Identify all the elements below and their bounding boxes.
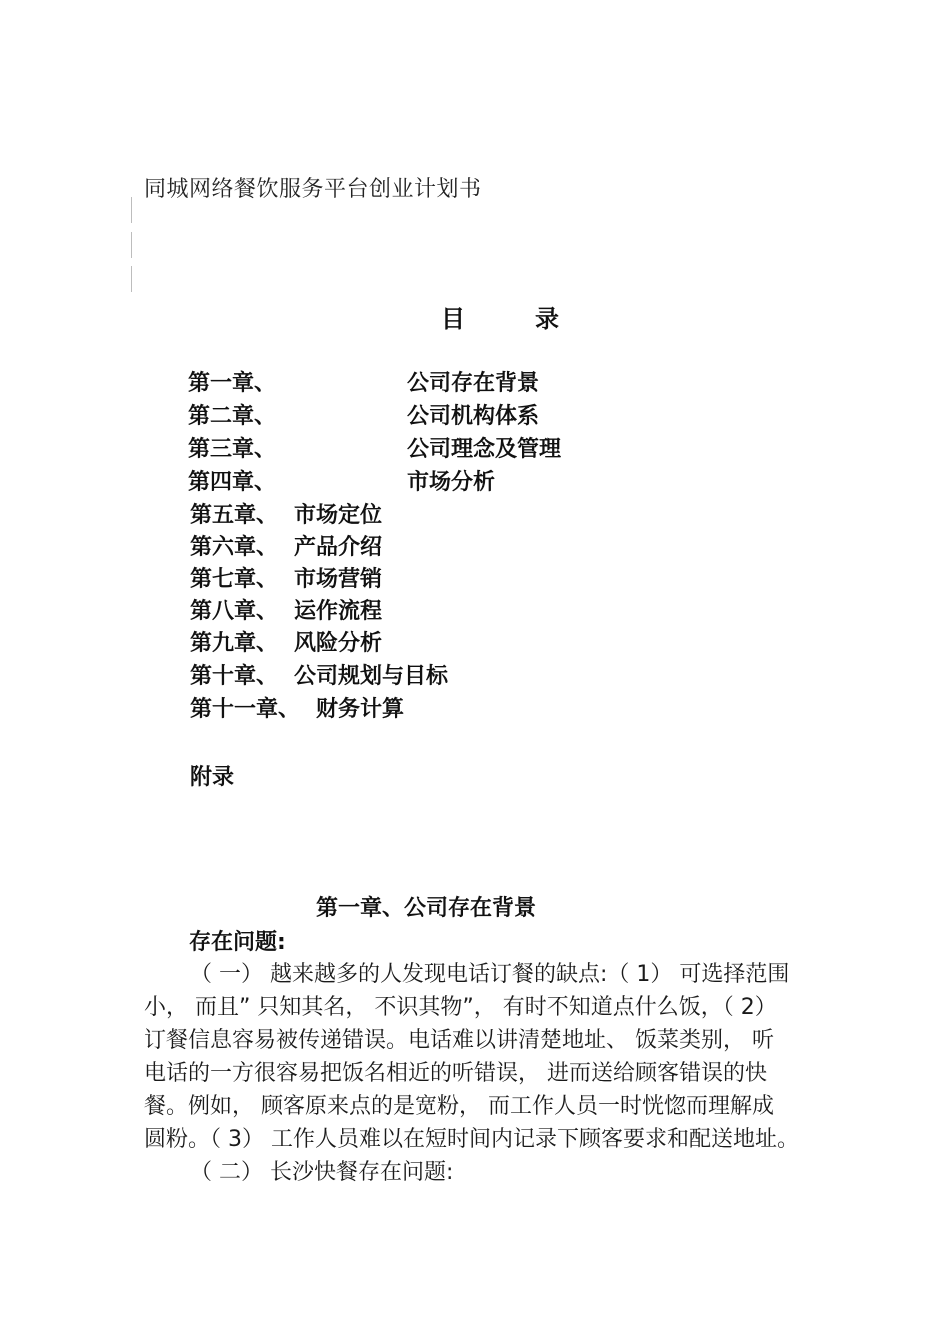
toc-chapter-number: 第八章、 <box>190 599 279 624</box>
margin-mark <box>131 266 132 292</box>
toc-entry[interactable] <box>190 498 383 529</box>
paragraph-line: 小， 而且” 只知其名， 不识其物”， 有时不知道点什么饭，（ 2） <box>144 995 777 1020</box>
toc-appendix[interactable]: 附录 <box>190 765 235 790</box>
toc-entry-title: 市场营销 <box>294 567 383 592</box>
toc-entry[interactable] <box>190 530 383 561</box>
paragraph-line: （ 二） 长沙快餐存在问题: <box>190 1160 454 1185</box>
chapter-heading: 第一章、公司存在背景 <box>316 896 537 921</box>
paragraph-line: （ 一） 越来越多的人发现电话订餐的缺点:（ 1） 可选择范围 <box>190 962 790 987</box>
toc-entry-title: 市场定位 <box>294 503 383 528</box>
toc-chapter-number: 第六章、 <box>190 535 279 560</box>
margin-mark <box>131 232 132 258</box>
toc-entry[interactable] <box>190 594 383 625</box>
margin-mark <box>131 197 132 223</box>
section-label: 存在问题: <box>189 930 286 955</box>
toc-chapter-number: 第九章、 <box>190 631 279 656</box>
paragraph-line: 订餐信息容易被传递错误。电话难以讲清楚地址、 饭菜类别， 听 <box>144 1028 774 1053</box>
toc-heading-left: 目 <box>441 305 465 333</box>
toc-heading <box>441 299 559 334</box>
toc-chapter-number: 第十一章、 <box>190 697 301 722</box>
paragraph-line: 圆粉。（ 3） 工作人员难以在短时间内记录下顾客要求和配送地址。 <box>144 1127 799 1152</box>
toc-entry-title: 公司规划与目标 <box>294 664 449 689</box>
document-title: 同城网络餐饮服务平台创业计划书 <box>144 177 482 202</box>
toc-entry[interactable] <box>188 399 276 430</box>
toc-chapter-number: 第一章、 <box>188 371 277 396</box>
toc-entry-title: 风险分析 <box>294 631 383 656</box>
paragraph-line: 电话的一方很容易把饭名相近的听错误， 进而送给顾客错误的快 <box>144 1061 767 1086</box>
toc-chapter-number: 第二章、 <box>188 404 277 429</box>
toc-entry-title[interactable]: 公司存在背景 <box>407 371 540 396</box>
toc-entry-title: 运作流程 <box>294 599 383 624</box>
toc-entry[interactable] <box>190 659 449 690</box>
toc-entry[interactable] <box>190 562 383 593</box>
toc-chapter-number: 第三章、 <box>188 437 277 462</box>
toc-entry-title[interactable]: 市场分析 <box>407 470 496 495</box>
toc-entry[interactable] <box>188 465 276 496</box>
paragraph-line: 餐。例如， 顾客原来点的是宽粉， 而工作人员一时恍惚而理解成 <box>144 1094 774 1119</box>
toc-heading-right: 录 <box>535 305 559 333</box>
toc-entry[interactable] <box>188 366 276 397</box>
toc-chapter-number: 第十章、 <box>190 664 279 689</box>
toc-entry[interactable] <box>190 626 383 657</box>
toc-entry[interactable] <box>188 432 276 463</box>
toc-entry-title: 财务计算 <box>316 697 405 722</box>
toc-chapter-number: 第四章、 <box>188 470 277 495</box>
toc-chapter-number: 第七章、 <box>190 567 279 592</box>
toc-entry-title: 产品介绍 <box>294 535 383 560</box>
toc-chapter-number: 第五章、 <box>190 503 279 528</box>
toc-entry-title[interactable]: 公司理念及管理 <box>407 437 562 462</box>
toc-entry-title[interactable]: 公司机构体系 <box>407 404 540 429</box>
toc-entry[interactable] <box>190 692 405 723</box>
